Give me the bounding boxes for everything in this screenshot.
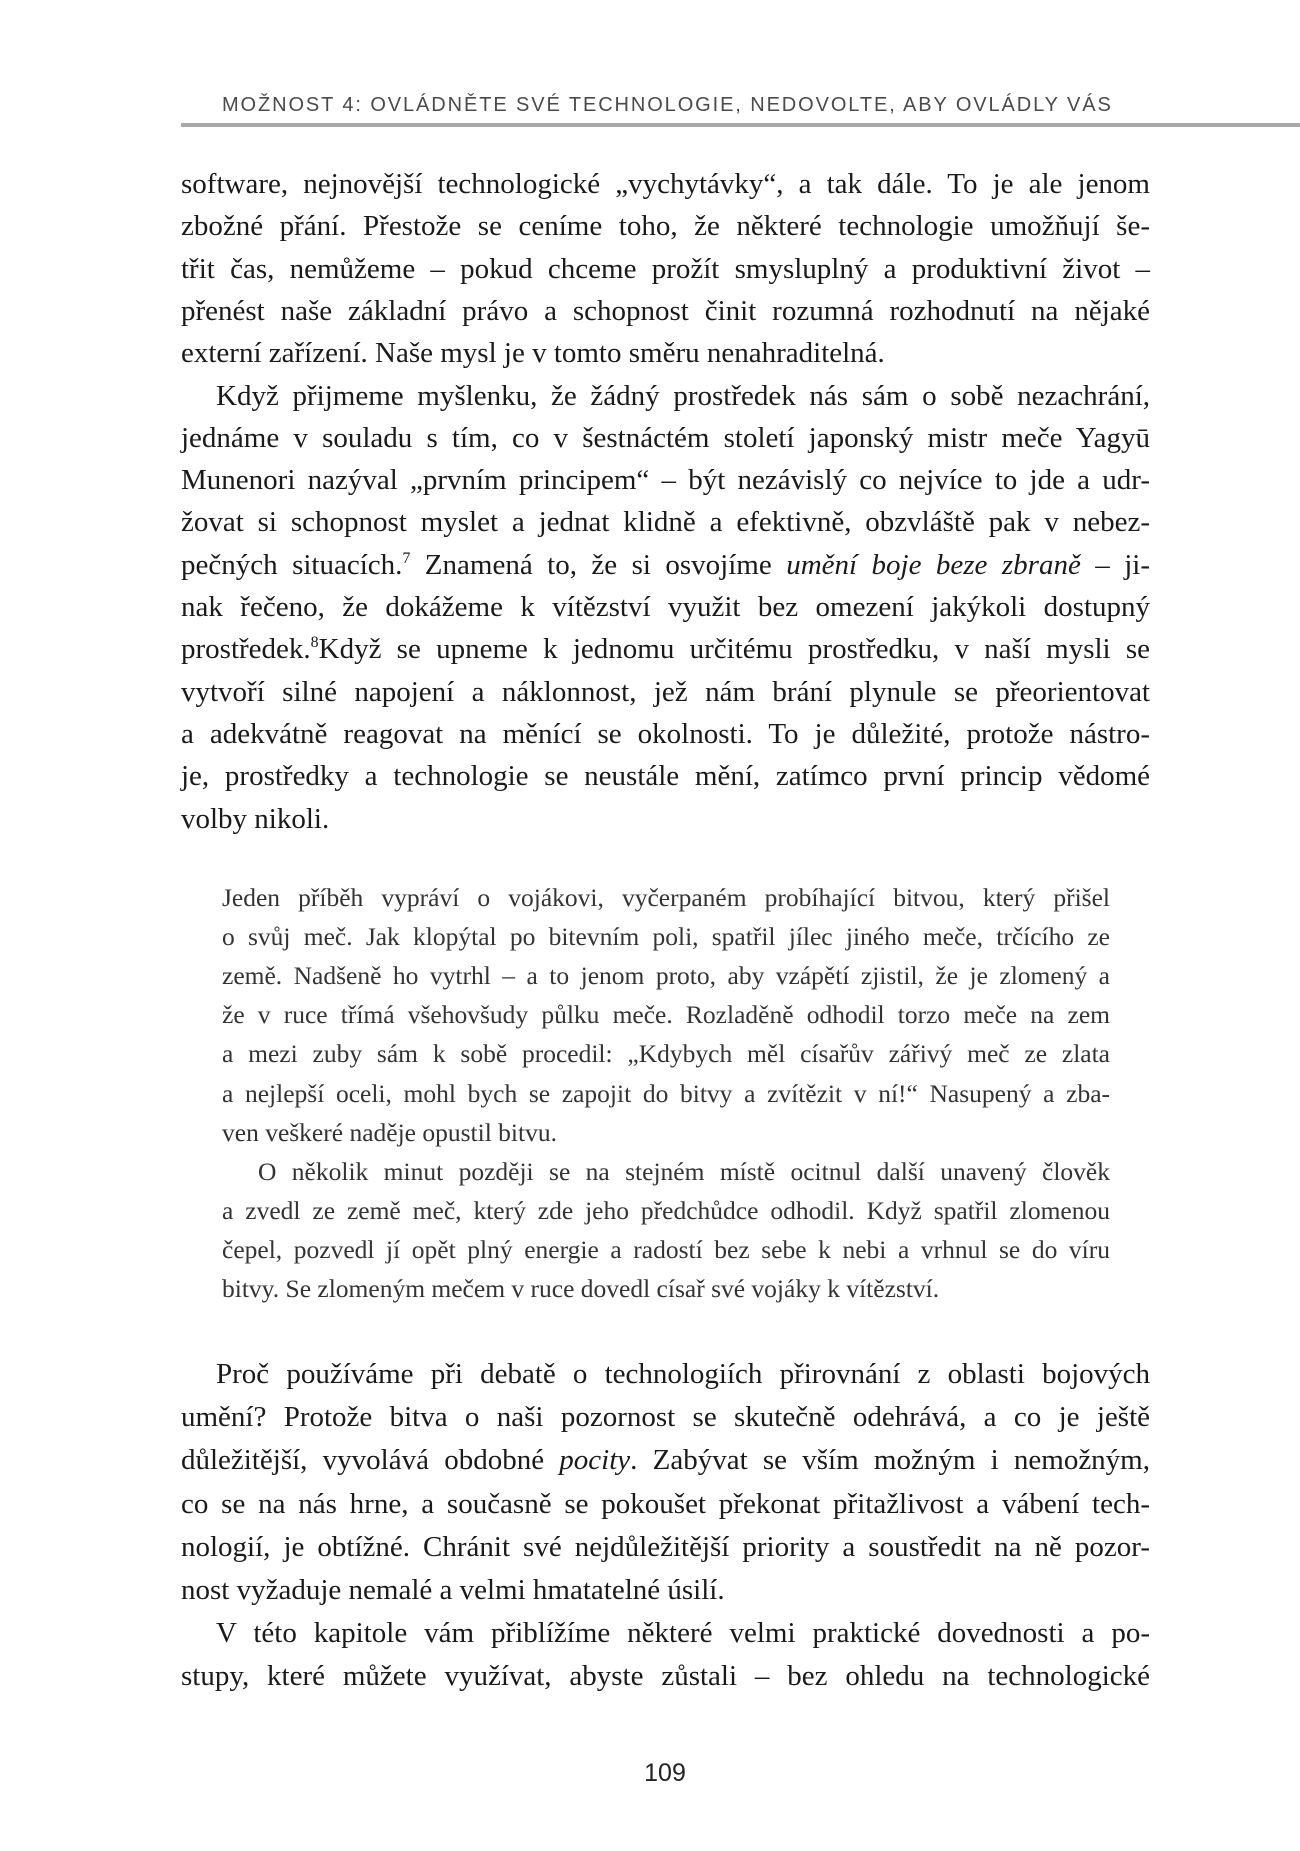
paragraph-line	[181, 547, 1150, 583]
text-run: žovat si schopnost myslet a jednat klidně a efektivně, obzvláště pak v nebez-	[181, 506, 1150, 539]
paragraph-line	[181, 801, 1150, 837]
text-run: Proč používáme při debatě o technologiích přirovnání z oblasti bojových	[216, 1358, 1150, 1390]
quote-line	[222, 1117, 1110, 1149]
text-run: zbožné přání. Přestože se ceníme toho, že některé technologie umožňují še-	[181, 210, 1150, 243]
text-run: Munenori nazýval „prvním principem“ – být nezávislý co nejvíce to jde a udr-	[181, 464, 1150, 497]
text-run: o svůj meč. Jak klopýtal po bitevním poli, spatřil jílec jiného meče, trčícího ze	[222, 922, 1110, 952]
text-run: že v ruce třímá všehovšudy půlku meče. Rozladěně odhodil torzo meče na zem	[222, 1000, 1110, 1030]
footnote-reference: 7	[402, 549, 411, 567]
emphasis-text: umění boje beze zbraně	[786, 548, 1081, 581]
text-run: – ji-	[1080, 548, 1151, 581]
text-run: důležitější, vyvolává obdobné	[181, 1444, 560, 1477]
quote-line	[222, 960, 1110, 992]
text-run: software, nejnovější technologické „vychytávky“, a tak dále. To je ale jenom	[181, 168, 1150, 200]
paragraph-line	[181, 674, 1150, 710]
text-run: a nejlepší oceli, mohl bych se zapojit do bitvy a zvítězit v ní!“ Nasupený a zba-	[222, 1078, 1110, 1108]
text-run: a mezi zuby sám k sobě procedil: „Kdybych měl císařův zářivý meč ze zlata	[222, 1039, 1110, 1069]
text-run: Jeden příběh vypráví o vojákovi, vyčerpaném probíhající bitvou, který přišel	[222, 883, 1110, 912]
quote-line	[258, 1156, 1110, 1188]
text-run: přenést naše základní právo a schopnost činit rozumná rozhodnutí na nějaké	[181, 294, 1150, 327]
text-run: nost vyžaduje nemalé a velmi hmatatelné úsilí.	[181, 1574, 725, 1606]
paragraph-line	[181, 1442, 1150, 1478]
text-run: bitvy. Se zlomeným mečem v ruce dovedl císař své vojáky k vítězství.	[222, 1274, 940, 1303]
paragraph-line	[181, 589, 1150, 625]
quote-line	[222, 882, 1110, 914]
paragraph-line	[181, 293, 1150, 329]
text-run: jednáme v souladu s tím, co v šestnáctém století japonský mistr meče Yagyū	[181, 421, 1150, 454]
text-run: třit čas, nemůžeme – pokud chceme prožít smysluplný a produktivní život –	[181, 252, 1150, 285]
text-run: ven veškeré naděje opustil bitvu.	[222, 1117, 557, 1147]
text-run: a adekvátně reagovat na měnící se okolnosti. To je důležité, protože nástro-	[181, 717, 1150, 750]
text-run: nologií, je obtížné. Chránit své nejdůležitější priority a soustředit na ně pozor-	[181, 1530, 1150, 1563]
quote-line	[222, 1234, 1110, 1266]
paragraph-line	[181, 420, 1150, 456]
paragraph-line	[181, 1529, 1150, 1565]
paragraph-line	[181, 504, 1150, 540]
paragraph-line	[181, 716, 1150, 752]
quote-line	[222, 1195, 1110, 1227]
paragraph-line	[216, 378, 1150, 414]
text-run: Když přijmeme myšlenku, že žádný prostředek nás sám o sobě nezachrání,	[216, 379, 1150, 412]
text-run: externí zařízení. Naše mysl je v tomto směru nenahraditelná.	[181, 337, 885, 370]
text-run: volby nikoli.	[181, 802, 330, 835]
text-run: stupy, které můžete využívat, abyste zůstali – bez ohledu na technologické	[181, 1660, 1150, 1693]
paragraph-line	[181, 462, 1150, 498]
text-run: umění? Protože bitva o naši pozornost se skutečně odehrává, a co je ještě	[181, 1401, 1150, 1434]
text-run: Když se upneme k jednomu určitému prostředku, v naší mysli se	[318, 633, 1150, 666]
header-rule	[181, 123, 1300, 127]
text-run: Znamená to, že si osvojíme	[410, 548, 787, 581]
text-run: . Zabývat se vším možným i nemožným,	[630, 1444, 1150, 1477]
text-run: prostředek.	[181, 633, 311, 666]
text-run: O několik minut později se na stejném místě ocitnul další unavený člověk	[258, 1156, 1110, 1186]
quote-line	[222, 1078, 1110, 1110]
paragraph-line	[181, 1399, 1150, 1435]
paragraph-line	[216, 1356, 1150, 1392]
page-number: 109	[644, 1759, 686, 1787]
footnote-reference: 8	[310, 634, 319, 652]
paragraph-line	[181, 1486, 1150, 1522]
text-run: vytvoří silné napojení a náklonnost, jež nám brání plynule se přeorientovat	[181, 675, 1150, 708]
paragraph-line	[181, 208, 1150, 244]
emphasis-text: pocity	[559, 1444, 631, 1477]
text-run: V této kapitole vám přiblížíme některé velmi praktické dovednosti a po-	[216, 1617, 1150, 1650]
paragraph-line	[216, 1615, 1150, 1651]
quote-line	[222, 999, 1110, 1031]
text-run: čepel, pozvedl jí opět plný energie a radostí bez sebe k nebi a vrhnul se do víru	[222, 1234, 1110, 1264]
text-run: nak řečeno, že dokážeme k vítězství využit bez omezení jakýkoli dostupný	[181, 591, 1150, 623]
quote-line	[222, 921, 1110, 953]
paragraph-line	[181, 166, 1150, 202]
text-run: pečných situacích.	[181, 548, 403, 581]
text-run: země. Nadšeně ho vytrhl – a to jenom proto, aby vzápětí zjistil, že je zlomený a	[222, 961, 1110, 991]
text-run: a zvedl ze země meč, který zde jeho předchůdce odhodil. Když spatřil zlomenou	[222, 1195, 1110, 1225]
quote-line	[222, 1273, 1110, 1305]
paragraph-line	[181, 335, 1150, 371]
running-head: MOŽNOST 4: OVLÁDNĚTE SVÉ TECHNOLOGIE, NEDOVOLTE, ABY OVLÁDLY VÁS	[222, 94, 1113, 116]
paragraph-line	[181, 758, 1150, 794]
paragraph-line	[181, 251, 1150, 287]
paragraph-line	[181, 631, 1150, 667]
text-run: co se na nás hrne, a současně se pokoušet překonat přitažlivost a vábení tech-	[181, 1487, 1150, 1520]
text-run: je, prostředky a technologie se neustále mění, zatímco první princip vědomé	[181, 760, 1150, 793]
quote-line	[222, 1038, 1110, 1070]
paragraph-line	[181, 1658, 1150, 1694]
paragraph-line	[181, 1572, 1150, 1608]
